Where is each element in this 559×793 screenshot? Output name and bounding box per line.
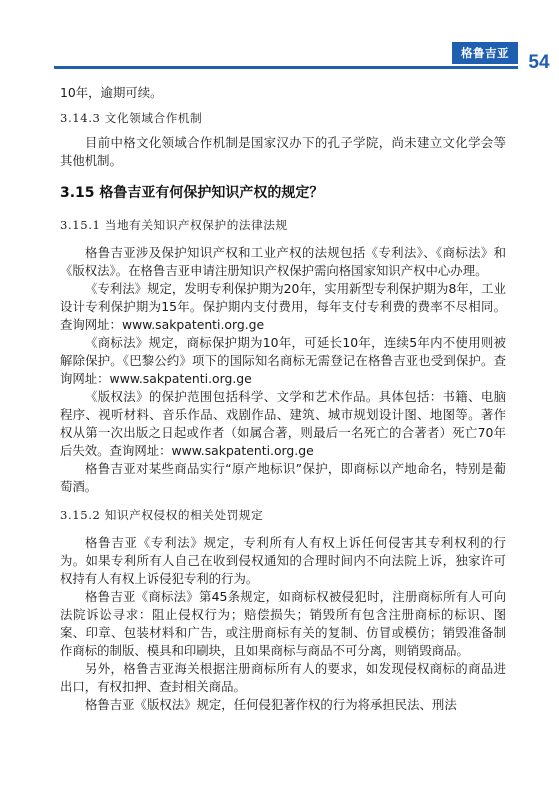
header-country-label: 格鲁吉亚 <box>452 42 518 64</box>
paragraph-customs: 另外，格鲁吉亚海关根据注册商标所有人的要求，如发现侵权商标的商品进出口，有权扣押、查封相关商品。 <box>60 661 506 694</box>
paragraph-trademark-law: 《商标法》规定，商标保护期为10年，可延长10年，连续5年内不使用则被解除保护。《巴黎公约》项下的国际知名商标无需登记在格鲁吉亚也受到保护。查询网址：www.sakpatenti.org.ge <box>60 335 506 386</box>
continued-paragraph: 10年，逾期可续。 <box>60 85 163 100</box>
paragraph-patent-law: 《专利法》规定，发明专利保护期为20年，实用新型专利保护期为8年，工业设计专利保护期为15年。保护期内支付费用，每年支付专利费的费率不尽相同。查询网址：www.sakpatenti.org.ge <box>60 281 506 332</box>
subsection-heading-3-15-1: 3.15.1 当地有关知识产权保护的法律法规 <box>60 218 288 232</box>
page-number: 54 <box>528 52 550 73</box>
section-heading-3-15: 3.15 格鲁吉亚有何保护知识产权的规定？ <box>60 185 324 201</box>
page-body <box>60 84 506 714</box>
paragraph-origin-mark: 格鲁吉亚对某些商品实行“原产地标识”保护，即商标以产地命名，特别是葡萄酒。 <box>60 461 506 494</box>
paragraph-laws: 格鲁吉亚涉及保护知识产权和工业产权的法规包括《专利法》、《商标法》和《版权法》。在格鲁吉亚申请注册知识产权保护需向格国家知识产权中心办理。 <box>60 245 506 278</box>
paragraph-culture: 目前中格文化领域合作机制是国家汉办下的孔子学院，尚未建立文化学会等其他机制。 <box>60 135 506 168</box>
paragraph-patent-penalty: 格鲁吉亚《专利法》规定，专利所有人有权上诉任何侵害其专利权利的行为。如果专利所有人自己在收到侵权通知的合理时间内不向法院上诉，独家许可权持有人有权上诉侵犯专利的行为。 <box>60 535 506 586</box>
header-rule <box>54 66 518 69</box>
paragraph-copyright-penalty: 格鲁吉亚《版权法》规定，任何侵犯著作权的行为将承担民法、刑法 <box>85 697 457 712</box>
subsection-heading-3-14-3: 3.14.3 文化领域合作机制 <box>60 111 203 125</box>
paragraph-trademark-penalty: 格鲁吉亚《商标法》第45条规定，如商标权被侵犯时，注册商标所有人可向法院诉讼寻求：阻止侵权行为；赔偿损失；销毁所有包含注册商标的标识、图案、印章、包装材料和广告，或注册商标有关的复制、仿冒或模仿；销毁准备制作商标的制版、模具和印刷块，且如果商标与商品不可分离，则销毁商品。 <box>60 589 506 658</box>
running-header <box>0 0 559 80</box>
subsection-heading-3-15-2: 3.15.2 知识产权侵权的相关处罚规定 <box>60 508 264 522</box>
paragraph-copyright-law: 《版权法》的保护范围包括科学、文学和艺术作品。具体包括：书籍、电脑程序、视听材料、音乐作品、戏剧作品、建筑、城市规划设计图、地图等。著作权从第一次出版之日起或作者（如属合著，则最后一名死亡的合著者）死亡70年后失效。查询网址：www.sakpatenti.org.ge <box>60 389 506 458</box>
